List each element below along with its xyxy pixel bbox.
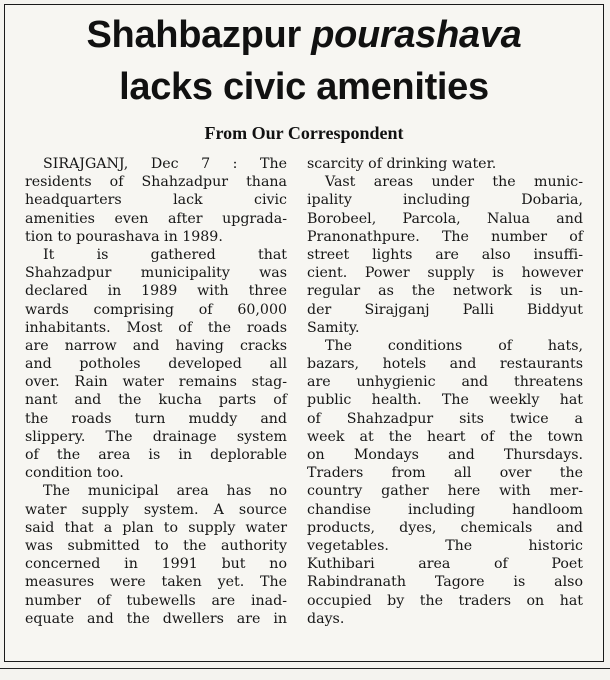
- article-text-line: residents of Shahzadpur thana: [25, 174, 287, 191]
- headline-italic-text: pourashava: [311, 14, 522, 56]
- article-text-line: was submitted to the authority: [25, 537, 287, 554]
- article-text-line: products, dyes, chemicals and: [307, 519, 583, 536]
- article-text-line: on Mondays and Thursdays.: [307, 447, 583, 463]
- article-text-line: ipality including Dobaria,: [307, 192, 583, 209]
- article-text-line: measures were taken yet. The: [25, 574, 287, 591]
- article-text-line: Pranonathpure. The number of: [307, 228, 583, 245]
- page-bottom-rule: [0, 668, 610, 669]
- article-text-line: equate and the dwellers are in: [25, 610, 287, 627]
- article-text-line: The municipal area has no: [43, 483, 287, 500]
- article-text-line: vegetables. The historic: [307, 537, 583, 554]
- article-text-line: der Sirajganj Palli Biddyut: [307, 301, 583, 318]
- article-text-line: declared in 1989 with three: [25, 283, 287, 300]
- article-column-right: [307, 155, 583, 628]
- article-text-line: of the area is in deplorable: [25, 447, 287, 463]
- article-text-line: cient. Power supply is however: [307, 265, 583, 282]
- article-text-line: chandise including handloom: [307, 501, 583, 518]
- article-text-line: the roads turn muddy and: [25, 410, 287, 427]
- headline-line-1: [5, 15, 603, 55]
- article-text-line: number of tubewells are inad-: [25, 592, 287, 609]
- article-text-line: bazars, hotels and restaurants: [307, 356, 583, 373]
- article-text-line: Vast areas under the munic-: [325, 174, 583, 191]
- article-text-line: said that a plan to supply water: [25, 519, 287, 536]
- article-text-line: SIRAJGANJ, Dec 7 : The: [43, 156, 287, 172]
- article-text-line: scarcity of drinking water.: [307, 156, 497, 172]
- article-text-line: amenities even after upgrada-: [25, 210, 287, 227]
- article-column-left: [25, 155, 287, 628]
- article-text-line: country gather here with mer-: [307, 483, 583, 500]
- article-text-line: Kuthibari area of Poet: [307, 556, 583, 573]
- article-text-line: It is gathered that: [43, 246, 287, 263]
- article-text-line: inhabitants. Most of the roads: [25, 319, 287, 336]
- article-text-line: Traders from all over the: [307, 465, 583, 482]
- article-text-line: public health. The weekly hat: [307, 392, 583, 409]
- article-text-line: wards comprising of 60,000: [25, 301, 287, 318]
- article-text-line: Samity.: [307, 319, 360, 336]
- article-text-line: and potholes developed all: [25, 356, 287, 373]
- article-text-line: Shahzadpur municipality was: [25, 265, 287, 282]
- byline: From Our Correspondent: [204, 123, 404, 143]
- article-text-line: water supply system. A source: [25, 501, 287, 518]
- article-text-line: concerned in 1991 but no: [25, 556, 287, 573]
- newspaper-clipping: [4, 4, 604, 662]
- article-text-line: headquarters lack civic: [25, 192, 287, 209]
- article-text-line: are unhygienic and threatens: [307, 374, 583, 391]
- headline-plain-text: Shahbazpur: [86, 14, 312, 56]
- article-text-line: regular as the network is un-: [307, 283, 583, 300]
- article-text-line: week at the heart of the town: [307, 428, 583, 445]
- article-text-line: street lights are also insuffi-: [307, 246, 583, 263]
- article-text-line: over. Rain water remains stag-: [25, 374, 287, 391]
- article-text-line: The conditions of hats,: [325, 337, 583, 354]
- article-text-line: condition too.: [25, 465, 124, 482]
- article-text-line: of Shahzadpur sits twice a: [307, 410, 583, 427]
- headline-line-2: lacks civic amenities: [119, 66, 489, 108]
- article-text-line: occupied by the traders on hat: [307, 592, 583, 609]
- article-text-line: Borobeel, Parcola, Nalua and: [307, 210, 583, 227]
- article-text-line: days.: [307, 610, 345, 627]
- article-text-line: tion to pourashava in 1989.: [25, 228, 223, 245]
- article-text-line: slippery. The drainage system: [25, 428, 287, 445]
- article-text-line: are narrow and having cracks: [25, 337, 287, 354]
- article-text-line: nant and the kucha parts of: [25, 392, 287, 409]
- article-text-line: Rabindranath Tagore is also: [307, 574, 583, 591]
